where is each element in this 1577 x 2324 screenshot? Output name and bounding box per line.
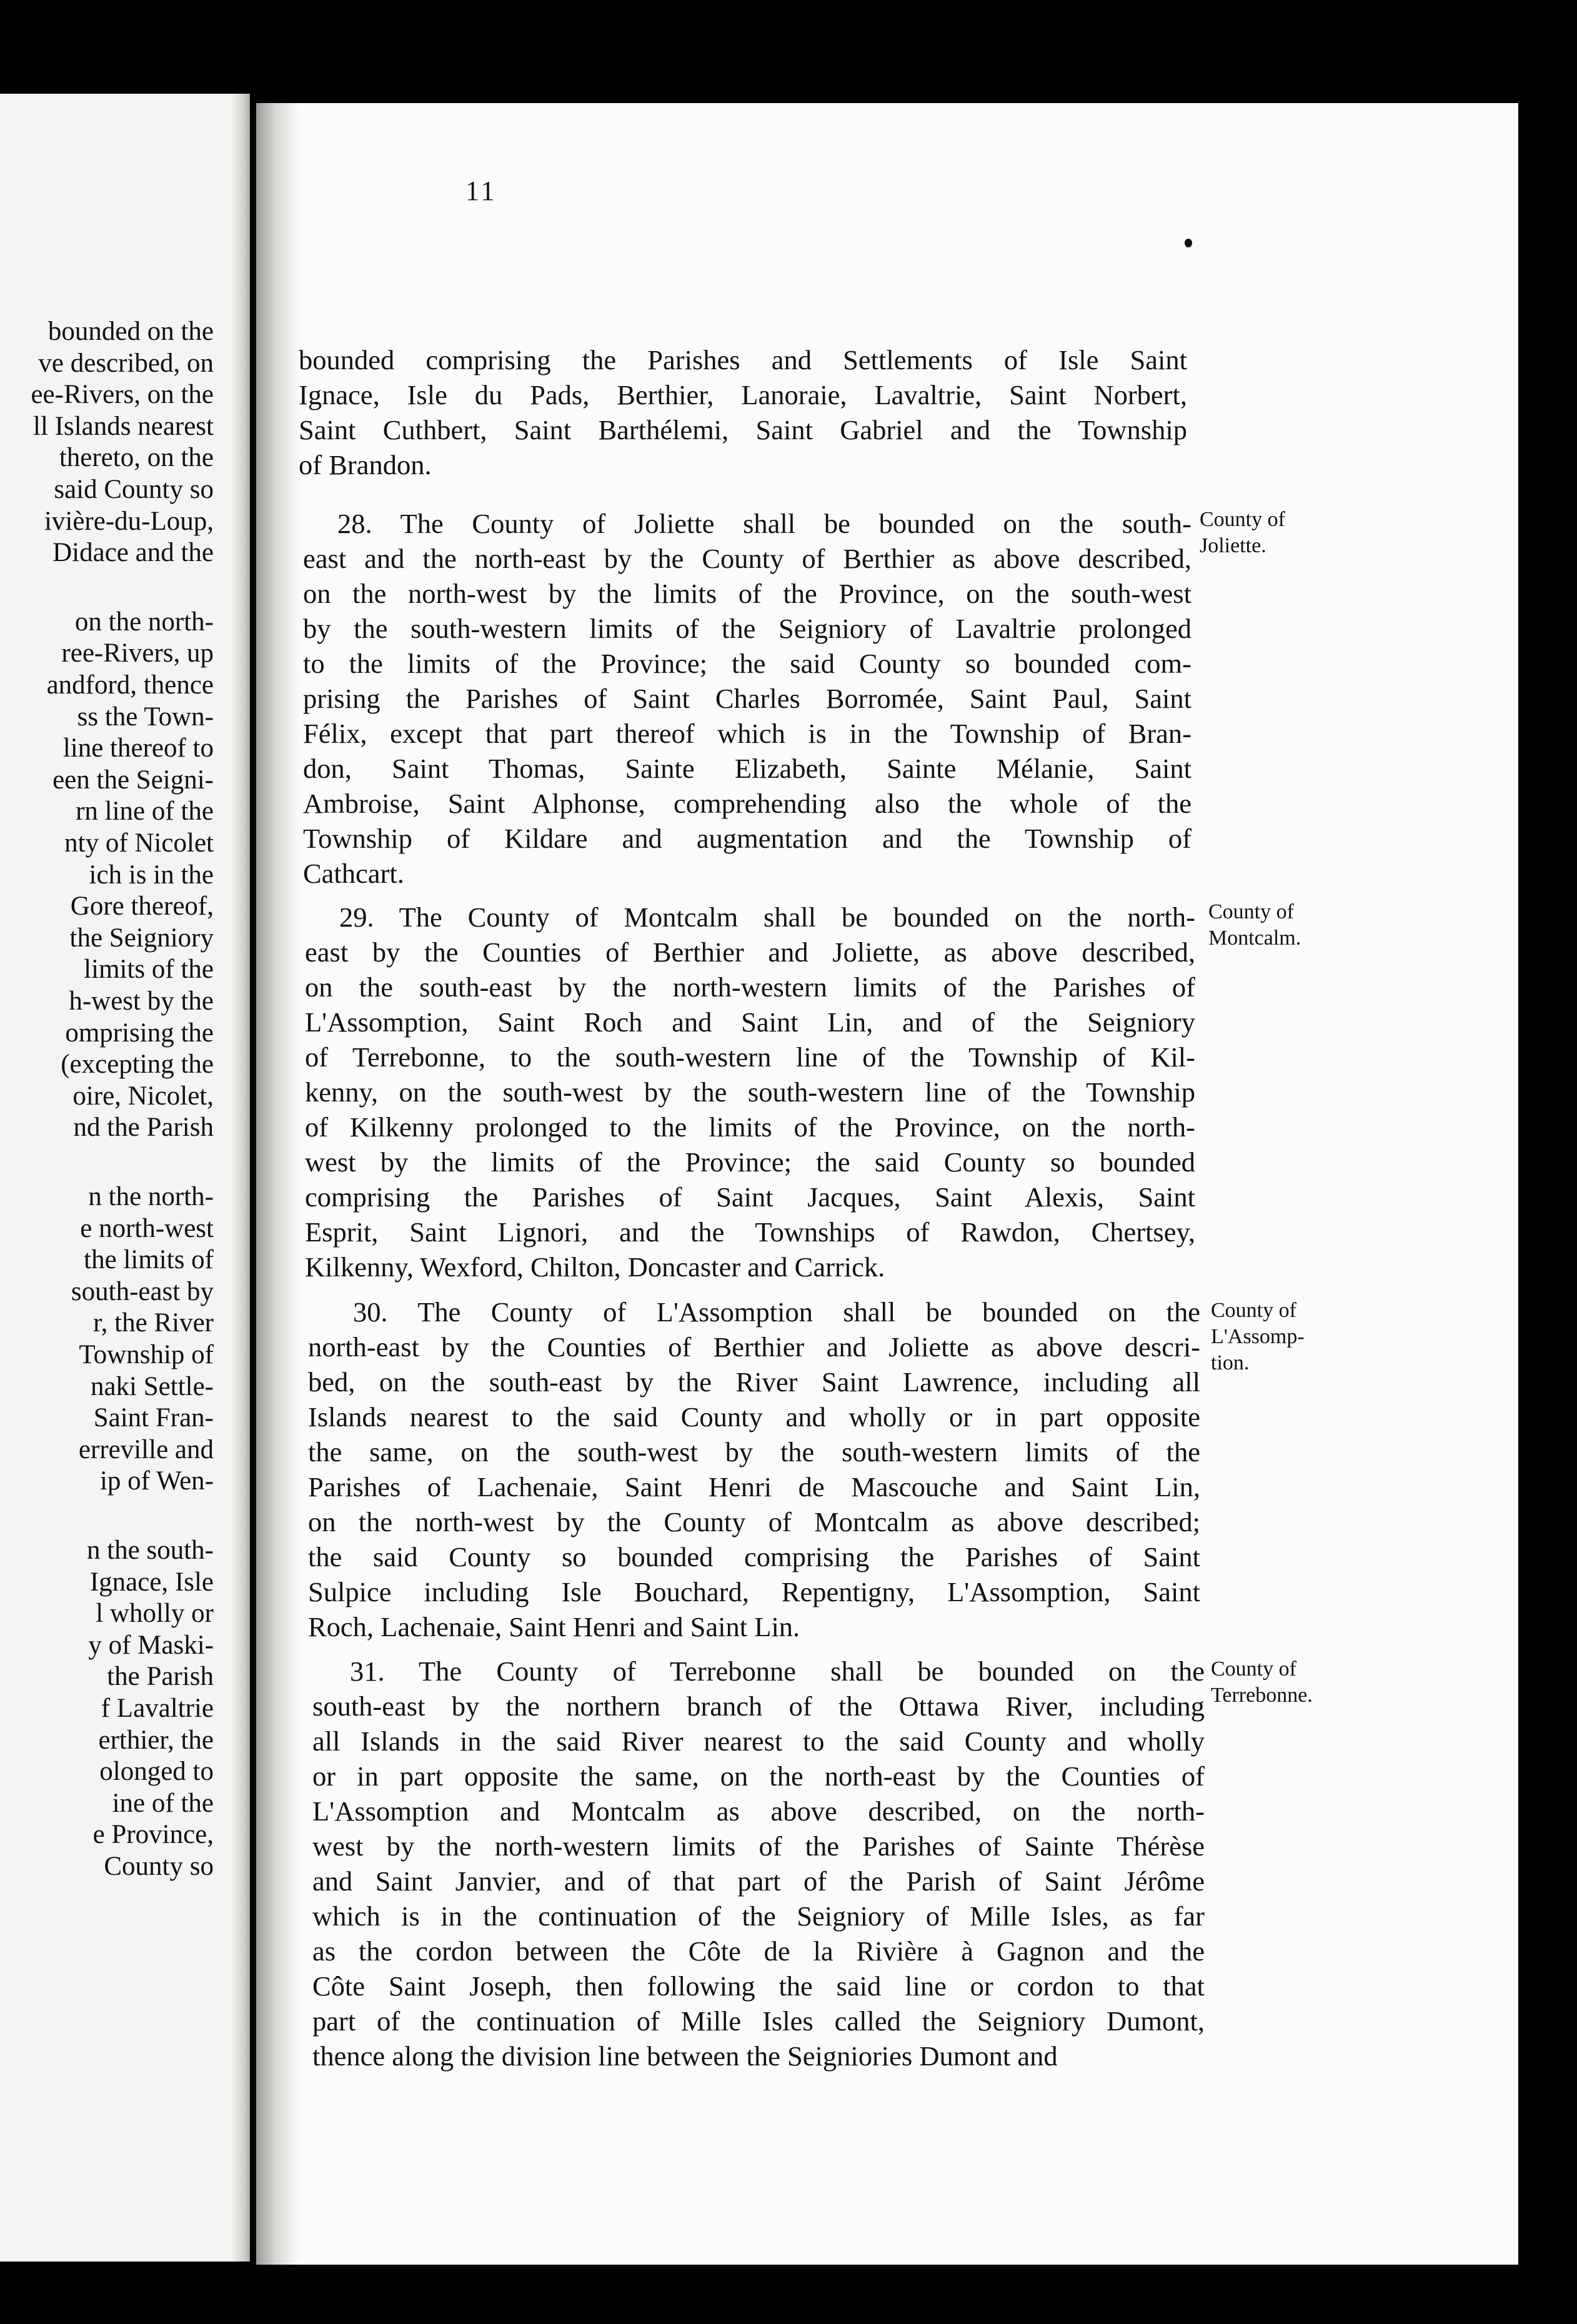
left-page-line: ll Islands nearest (33, 411, 214, 441)
paragraph-line: 28. The County of Joliette shall be bounded on the south- (337, 508, 1191, 539)
paragraph-line: of Brandon. (299, 449, 432, 480)
left-page-line: erthier, the (98, 1725, 214, 1755)
paragraph-line: kenny, on the south-west by the south-western line of the Township (305, 1076, 1195, 1108)
paragraph-line: east by the Counties of Berthier and Joliette, as above described, (305, 936, 1195, 968)
left-page-line: (excepting the (61, 1050, 214, 1080)
paragraph-line: north-east by the Counties of Berthier and Joliette as above descri- (308, 1331, 1200, 1363)
left-page-line: the Seigniory (69, 923, 214, 953)
paragraph-line: don, Saint Thomas, Sainte Elizabeth, Sainte Mélanie, Saint (303, 753, 1191, 784)
left-page-line: Gore thereof, (70, 891, 214, 921)
left-page-line: ine of the (112, 1788, 214, 1818)
left-page-line: n the north- (88, 1182, 214, 1211)
left-page-line: Township of (79, 1340, 214, 1369)
page-spine-shadow (231, 94, 250, 2262)
margin-note: County of (1211, 1657, 1296, 1681)
margin-note: Terrebonne. (1211, 1684, 1313, 1707)
ink-speck (1185, 239, 1192, 247)
paragraph-line: or in part opposite the same, on the north-east by the Counties of (312, 1760, 1205, 1792)
left-page-line: line thereof to (62, 733, 214, 763)
paragraph-line: bed, on the south-east by the River Saint Lawrence, including all (308, 1366, 1200, 1398)
left-page-line: f Lavaltrie (101, 1694, 214, 1723)
left-page-line: ree-Rivers, up (61, 638, 214, 668)
paragraph-line: L'Assomption, Saint Roch and Saint Lin, and of the Seigniory (305, 1006, 1195, 1038)
left-page-line: naki Settle- (90, 1371, 214, 1401)
left-page-line: Ignace, Isle (89, 1567, 214, 1597)
left-page-line: ve described, on (38, 348, 214, 378)
left-page-line: on the north- (74, 607, 214, 637)
left-page-line: y of Maski- (88, 1630, 214, 1660)
paragraph-line: all Islands in the said River nearest to the said County and wholly (312, 1726, 1205, 1757)
paragraph-line: bounded comprising the Parishes and Settlements of Isle Saint (299, 344, 1187, 375)
left-page-line: nty of Nicolet (64, 828, 214, 858)
paragraph-line: 31. The County of Terrebonne shall be bounded on the (350, 1656, 1205, 1687)
left-page-line: ich is in the (89, 860, 214, 890)
margin-note: Joliette. (1200, 534, 1266, 557)
paragraph-line: Township of Kildare and augmentation and the Township of (303, 823, 1191, 854)
left-page-line: l wholly or (96, 1599, 214, 1629)
paragraph-line: which is in the continuation of the Seigniory of Mille Isles, as far (312, 1900, 1205, 1932)
paragraph-line: of Terrebonne, to the south-western line of the Township of Kil- (305, 1041, 1195, 1073)
paragraph-line: on the south-east by the north-western limits of the Parishes of (305, 971, 1195, 1003)
paragraph-line: to the limits of the Province; the said County so bounded com- (303, 648, 1191, 679)
left-page-line: ss the Town- (77, 702, 214, 732)
paragraph-line: Ambroise, Saint Alphonse, comprehending also the whole of the (303, 788, 1191, 819)
paragraph-line: 30. The County of L'Assomption shall be bounded on the (353, 1296, 1200, 1328)
left-page-line: bounded on the (47, 317, 214, 346)
gutter-shadow (256, 103, 300, 2265)
left-page-line: south-east by (71, 1276, 214, 1306)
margin-note: tion. (1211, 1351, 1250, 1374)
paragraph-line: by the south-western limits of the Seigniory of Lavaltrie prolonged (303, 613, 1191, 644)
paragraph-line: Saint Cuthbert, Saint Barthélemi, Saint Gabriel and the Township (299, 414, 1187, 445)
left-page-line: oire, Nicolet, (72, 1081, 214, 1111)
paragraph-line: Cathcart. (303, 858, 404, 889)
paragraph-line: the said County so bounded comprising the Parishes of Saint (308, 1541, 1200, 1572)
left-page-line: erreville and (78, 1434, 214, 1464)
paragraph-line: Félix, except that part thereof which is in the Township of Bran- (303, 718, 1191, 749)
left-page-line: omprising the (65, 1018, 214, 1048)
paragraph-line: and Saint Janvier, and of that part of the Parish of Saint Jérôme (312, 1865, 1205, 1897)
paragraph-line: east and the north-east by the County of Berthier as above described, (303, 543, 1191, 574)
paragraph-line: Islands nearest to the said County and wholly or in part opposite (308, 1401, 1200, 1433)
left-page-line: the Parish (107, 1662, 214, 1692)
left-page-line: nd the Parish (73, 1113, 214, 1143)
left-page-line: andford, thence (46, 670, 214, 700)
left-page-line: e north-west (80, 1213, 214, 1243)
left-facing-page (0, 94, 250, 2262)
paragraph-line: Kilkenny, Wexford, Chilton, Doncaster and Carrick. (305, 1251, 885, 1283)
left-page-line: limits of the (84, 955, 214, 985)
left-page-line: n the south- (86, 1536, 214, 1565)
left-page-line: the limits of (84, 1245, 214, 1275)
paragraph-line: comprising the Parishes of Saint Jacques, Saint Alexis, Saint (305, 1181, 1195, 1213)
margin-note: Montcalm. (1208, 926, 1301, 950)
paragraph-line: of Kilkenny prolonged to the limits of the Province, on the north- (305, 1111, 1195, 1143)
paragraph-line: 29. The County of Montcalm shall be bounded on the north- (339, 901, 1195, 933)
left-page-line: said County so (54, 475, 214, 504)
left-page-line: County so (104, 1852, 214, 1881)
paragraph-line: Côte Saint Joseph, then following the said line or cordon to that (312, 1970, 1205, 2002)
page-number: 11 (465, 176, 497, 206)
left-page-line: ivière-du-Loup, (44, 506, 214, 536)
paragraph-line: Parishes of Lachenaie, Saint Henri de Mascouche and Saint Lin, (308, 1471, 1200, 1502)
paragraph-line: west by the limits of the Province; the said County so bounded (305, 1146, 1195, 1178)
paragraph-line: west by the north-western limits of the Parishes of Sainte Thérèse (312, 1830, 1205, 1862)
paragraph-line: prising the Parishes of Saint Charles Borromée, Saint Paul, Saint (303, 683, 1191, 714)
left-page-line: h-west by the (69, 986, 214, 1016)
paragraph-line: on the north-west by the County of Montcalm as above described; (308, 1506, 1200, 1537)
paragraph-line: the same, on the south-west by the south-western limits of the (308, 1436, 1200, 1467)
left-page-line: ee-Rivers, on the (31, 380, 214, 410)
left-page-line: ip of Wen- (99, 1466, 214, 1496)
left-page-line: een the Seigni- (52, 765, 214, 795)
paragraph-line: L'Assomption and Montcalm as above described, on the north- (312, 1795, 1205, 1827)
margin-note: County of (1208, 900, 1294, 923)
paragraph-line: south-east by the northern branch of the Ottawa River, including (312, 1691, 1205, 1722)
paragraph-line: thence along the division line between the Seigniories Dumont and (312, 2040, 1058, 2072)
left-page-line: thereto, on the (59, 443, 214, 473)
paragraph-line: on the north-west by the limits of the Province, on the south-west (303, 578, 1191, 609)
left-page-line: olonged to (99, 1757, 214, 1787)
paragraph-line: part of the continuation of Mille Isles called the Seigniory Dumont, (312, 2005, 1205, 2037)
left-page-line: Saint Fran- (93, 1403, 214, 1433)
margin-note: County of (1211, 1299, 1296, 1322)
margin-note: L'Assomp- (1211, 1325, 1305, 1348)
left-page-line: r, the River (93, 1308, 214, 1338)
left-page-line: rn line of the (76, 797, 214, 827)
paragraph-line: Esprit, Saint Lignori, and the Townships of Rawdon, Chertsey, (305, 1216, 1195, 1248)
paragraph-line: Ignace, Isle du Pads, Berthier, Lanoraie, Lavaltrie, Saint Norbert, (299, 379, 1187, 410)
left-page-line: e Province, (92, 1820, 214, 1850)
left-page-line: Didace and the (52, 538, 214, 568)
paragraph-line: as the cordon between the Côte de la Rivière à Gagnon and the (312, 1935, 1205, 1967)
paragraph-line: Roch, Lachenaie, Saint Henri and Saint Lin. (308, 1611, 800, 1642)
paragraph-line: Sulpice including Isle Bouchard, Repentigny, L'Assomption, Saint (308, 1576, 1200, 1607)
margin-note: County of (1200, 508, 1285, 531)
